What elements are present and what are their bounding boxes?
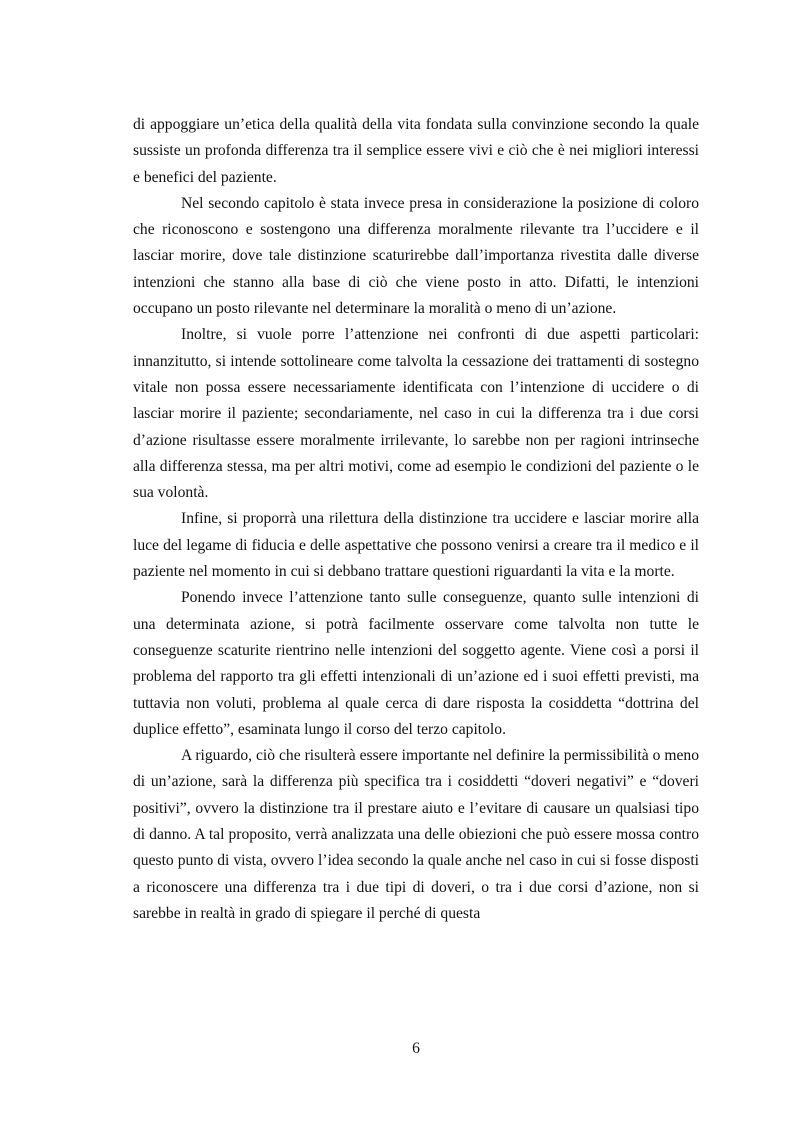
paragraph-6: A riguardo, ciò che risulterà essere importante nel definire la permissibilità o meno di un’azione, sarà la differenza più specifica tra i cosiddetti “doveri negativi” e “doveri positivi”, ovvero la distinzione tra il prestare aiuto e l’evitare di causare un qualsiasi tipo di danno. A tal proposito, verrà analizzata una delle obiezioni che può essere mossa contro questo punto di vista, ovvero l’idea secondo la quale anche nel caso in cui si fosse disposti a riconoscere una differenza tra i due tipi di doveri, o tra i due corsi d’azione, non si sarebbe in realtà in grado di spiegare il perché di questa <box>133 747 699 922</box>
paragraph-3: Inoltre, si vuole porre l’attenzione nei confronti di due aspetti particolari: innanzitutto, si intende sottolineare come talvolta la cessazione dei trattamenti di sostegno vitale non possa essere necessariamente identificata con l’intenzione di uccidere o di lasciar morire il paziente; secondariamente, nel caso in cui la differenza tra i due corsi d’azione risultasse essere moralmente irrilevante, lo sarebbe non per ragioni intrinseche alla differenza stessa, ma per altri motivi, come ad esempio le condizioni del paziente o le sua volontà. <box>133 326 699 502</box>
paragraph-5: Ponendo invece l’attenzione tanto sulle conseguenze, quanto sulle intenzioni di una determinata azione, si potrà facilmente osservare come talvolta non tutte le conseguenze scaturite rientrino nelle intenzioni del soggetto agente. Viene così a porsi il problema del rapporto tra gli effetti intenzionali di un’azione ed i suoi effetti previsti, ma tuttavia non voluti, problema al quale cerca di dare risposta la cosiddetta “dottrina del duplice effetto”, esaminata lungo il corso del terzo capitolo. <box>133 589 699 738</box>
body-text <box>133 112 699 927</box>
paragraph-4: Infine, si proporrà una rilettura della distinzione tra uccidere e lasciar morire alla luce del legame di fiducia e delle aspettative che possono venirsi a creare tra il medico e il paziente nel momento in cui si debbano trattare questioni riguardanti la vita e la morte. <box>133 510 699 581</box>
page-number: 6 <box>412 1040 420 1057</box>
paragraph-1: di appoggiare un’etica della qualità della vita fondata sulla convinzione secondo la quale sussiste un profonda differenza tra il semplice essere vivi e ciò che è nei migliori interessi e benefici del paziente. <box>133 116 699 186</box>
paragraph-2: Nel secondo capitolo è stata invece presa in considerazione la posizione di coloro che riconoscono e sostengono una differenza moralmente rilevante tra l’uccidere e il lasciar morire, dove tale distinzione scaturirebbe dall’importanza rivestita dalle diverse intenzioni che stanno alla base di ciò che viene posto in atto. Difatti, le intenzioni occupano un posto rilevante nel determinare la moralità o meno di un’azione. <box>133 194 699 318</box>
